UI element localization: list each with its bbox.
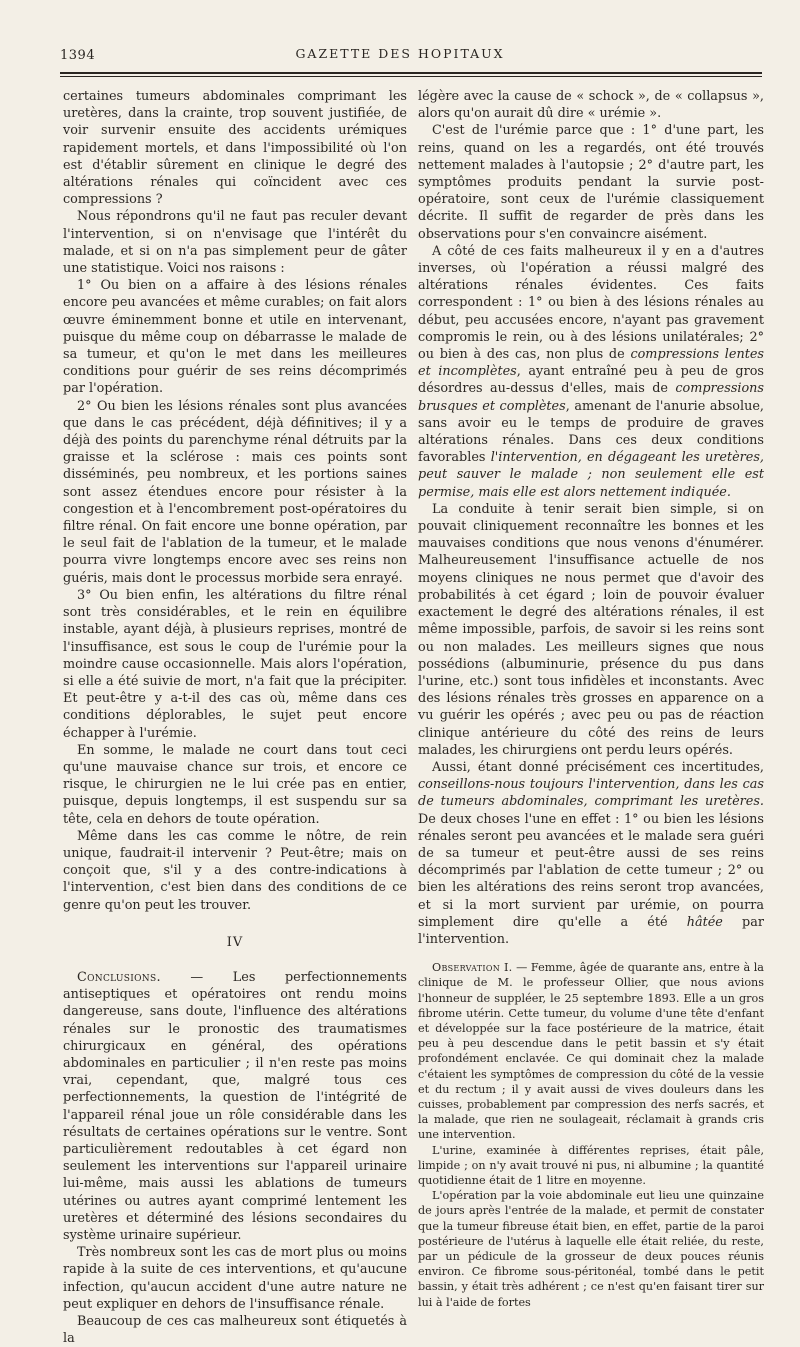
paragraph: C'est de l'urémie parce que : 1° d'une part, les reins, quand on les a regardés, ont été trouvés nettement malades à l'autopsie ; 2° d'autre part, les symptômes produits pendant la survie post-opératoire, sont ceux de l'urémie classiquement décrite. Il suffit de regarder de près dans les observations pour s'en convaincre aisément. bbox=[418, 123, 764, 242]
text-run: A côté de ces faits malheureux il y en a d'autres inverses, où l'opération a réussi malgré des altérations rénales évidentes. Ces faits correspondent : 1° ou bien à des lésions rénales au début, peu accusées encore, n'ayant pas gravement compromis le rein, ou à des lésions unilatérales; 2° ou bien à des cas, non plus de bbox=[418, 243, 764, 363]
italic-run: hâtée bbox=[686, 914, 723, 930]
conclusions-text: — Les perfectionnements antiseptiques et opératoires ont rendu moins dangereuse, sans doute, l'influence des altérations rénales sur le pronostic des traumatismes chirurgicaux en général, des opérations abdominales en particulier ; il n'en reste pas moins vrai, cependant, que, malgré tous ces perfectionnements, la question de l'intégrité de l'appareil rénal joue un rôle considérable dans les résultats de certaines opérations sur le ventre. Sont particulièrement redoutables à cet égard non seulement les interventions sur l'appareil urinaire lui-même, mais aussi les ablations de tumeurs utérines ou autres ayant comprimé lentement les uretères et déterminé des lésions secondaires du système urinaire supérieur. bbox=[63, 969, 407, 1243]
header-rule-thin bbox=[60, 76, 762, 77]
italic-run: compressions lentes et incomplètes bbox=[418, 347, 764, 380]
paragraph: 2° Ou bien les lésions rénales sont plus avancées que dans le cas précédent, déjà définitives; il y a déjà des points du parenchyme rénal détruits par la graisse et la sclérose : mais ces points sont disséminés, peu nombreux, et les portions saines sont assez étendues encore pour résister à la congestion et à l'encombrement post-opératoires du filtre rénal. On fait encore une bonne opération, par le seul fait de l'ablation de la tumeur, et le malade pourra vivre longtemps encore avec ses reins non guéris, mais dont le processus morbide sera enrayé. bbox=[63, 398, 407, 586]
text-run: par l'intervention. bbox=[418, 914, 764, 947]
left-column bbox=[63, 88, 407, 1347]
italic-run: l'intervention, en dégageant les uretères, peut sauver le malade ; non seulement elle est permise, mais elle est alors nettement indiquée. bbox=[418, 450, 764, 500]
paragraph: légère avec la cause de « schock », de « collapsus », alors qu'on aurait dû dire « urémie ». bbox=[418, 89, 764, 122]
right-column bbox=[418, 88, 764, 1310]
paragraph: L'opération par la voie abdominale eut lieu une quinzaine de jours après l'entrée de la malade, et permit de constater que la tumeur fibreuse était bien, en effet, partie de la paroi postérieure de l'utérus à laquelle elle était reliée, du reste, par un pédicule de la grosseur de deux pouces réunis environ. Ce fibrome sous-péritonéal, tombé dans le petit bassin, y était très adhérent ; ce n'est qu'en faisant tirer sur lui à l'aide de fortes bbox=[418, 1189, 764, 1309]
italic-run: conseillons-nous toujours l'intervention, dans les cas de tumeurs abdominales, comprimant les uretères. bbox=[418, 777, 764, 810]
text-run: , ayant entraîné peu à peu de gros désordres au-dessus d'elles, mais de bbox=[418, 364, 765, 397]
journal-title: GAZETTE DES HOPITAUX bbox=[295, 46, 505, 61]
text-run: , amenant de l'anurie absolue, sans avoir eu le temps de produire de graves altérations rénales. Dans ces deux conditions favorables bbox=[418, 398, 764, 466]
paragraph: Beaucoup de ces cas malheureux sont étiquetés à la bbox=[63, 1314, 407, 1347]
page-number: 1394 bbox=[60, 48, 96, 63]
observation-block bbox=[418, 960, 764, 1310]
observation-text: — Femme, âgée de quarante ans, entre à la clinique de M. le professeur Ollier, que nous avions l'honneur de suppléer, le 25 septembre 1893. Elle a un gros fibrome utérin. Cette tumeur, du volume d'une tête d'enfant et développée sur la face postérieure de la matrice, était peu à peu descendue dans le petit bassin et s'y était profondément enclavée. Ce qui dominait chez la malade c'étaient les symptômes de compression du côté de la vessie et du rectum ; il y avait aussi de vives douleurs dans les cuisses, probablement par compression des nerfs sacrés, et la malade, que rien ne soulageait, réclamait à grands cris une intervention. bbox=[418, 961, 764, 1142]
paragraph: certaines tumeurs abdominales comprimant les uretères, dans la crainte, trop souvent justifiée, de voir survenir ensuite des accidents urémiques rapidement mortels, et dans l'impossibilité où l'on est d'établir sûrement en clinique le degré des altérations rénales qui coïncident avec ces compressions ? bbox=[63, 89, 407, 208]
paragraph bbox=[418, 960, 764, 1142]
observation-lead: Observation I. bbox=[432, 961, 513, 975]
text-run: Aussi, étant donné précisément ces incertitudes, bbox=[432, 759, 764, 775]
paragraph: En somme, le malade ne court dans tout ceci qu'une mauvaise chance sur trois, et encore ce risque, le chirurgien ne le lui crée pas en entier, puisque, depuis longtemps, il est suspendu sur sa tête, cela en dehors de toute opération. bbox=[63, 742, 407, 827]
paragraph bbox=[418, 759, 764, 948]
paragraph: 1° Ou bien on a affaire à des lésions rénales encore peu avancées et même curables; on fait alors œuvre éminemment bonne et utile en intervenant, puisque du même coup on débarrasse le malade de sa tumeur, et qu'on le met dans les meilleures conditions pour guérir de ses reins décomprimés par l'opération. bbox=[63, 278, 407, 397]
paragraph: 3° Ou bien enfin, les altérations du filtre rénal sont très considérables, et le rein en équilibre instable, ayant déjà, à plusieurs reprises, montré de l'insuffisance, est sous le coup de l'urémie pour la moindre cause occasionnelle. Mais alors l'opération, si elle a été suivie de mort, n'a fait que la précipiter. Et peut-être y a-t-il des cas où, même dans ces conditions déplorables, le sujet peut encore échapper à l'urémie. bbox=[63, 587, 407, 741]
paragraph: La conduite à tenir serait bien simple, si on pouvait cliniquement reconnaître les bonnes et les mauvaises conditions que nous venons d'énumérer. Malheureusement l'insuffisance actuelle de nos moyens cliniques ne nous permet que d'avoir des probabilités à cet égard ; loin de pouvoir évaluer exactement le degré des altérations rénales, il est même impossible, parfois, de savoir si les reins sont ou non malades. Les meilleurs signes que nous possédions (albuminurie, présence du pus dans l'urine, etc.) sont tous infidèles et inconstants. Avec des lésions rénales très grosses en apparence on a vu guérir les opérés ; avec peu ou pas de réaction clinique antérieure du côté des reins de leurs malades, les chirurgiens ont perdu leurs opérés. bbox=[418, 501, 764, 758]
text-run: De deux choses l'une en effet : 1° ou bien les lésions rénales seront peu avancées et le malade sera guéri de sa tumeur et peut-être aussi de ses reins décomprimés par l'ablation de cette tumeur ; 2° ou bien les altérations des reins seront trop avancées, et si la mort survient par urémie, on pourra simplement dire qu'elle a été bbox=[418, 811, 764, 930]
paragraph bbox=[63, 969, 407, 1244]
paragraph bbox=[418, 243, 764, 501]
paragraph: L'urine, examinée à différentes reprises, était pâle, limpide ; on n'y avait trouvé ni pus, ni albumine ; la quantité quotidienne était de 1 litre en moyenne. bbox=[418, 1143, 764, 1187]
conclusions-lead: Conclusions. bbox=[77, 969, 161, 985]
paragraph: Très nombreux sont les cas de mort plus ou moins rapide à la suite de ces interventions, et qu'aucune infection, qu'aucun accident d'une autre nature ne peut expliquer en dehors de l'insuffisance rénale. bbox=[63, 1245, 407, 1312]
italic-run: compressions brusques et complètes bbox=[418, 381, 764, 414]
paragraph: Nous répondrons qu'il ne faut pas reculer devant l'intervention, si on n'envisage que l'intérêt du malade, et si on n'a pas simplement peur de gâter une statistique. Voici nos raisons : bbox=[63, 209, 407, 277]
section-heading: IV bbox=[226, 934, 244, 950]
paragraph: Même dans les cas comme le nôtre, de rein unique, faudrait-il intervenir ? Peut-être; mais on conçoit que, s'il y a des contre-indications à l'intervention, c'est bien dans des conditions de ce genre qu'on peut les trouver. bbox=[63, 828, 407, 913]
header-rule bbox=[60, 72, 762, 74]
